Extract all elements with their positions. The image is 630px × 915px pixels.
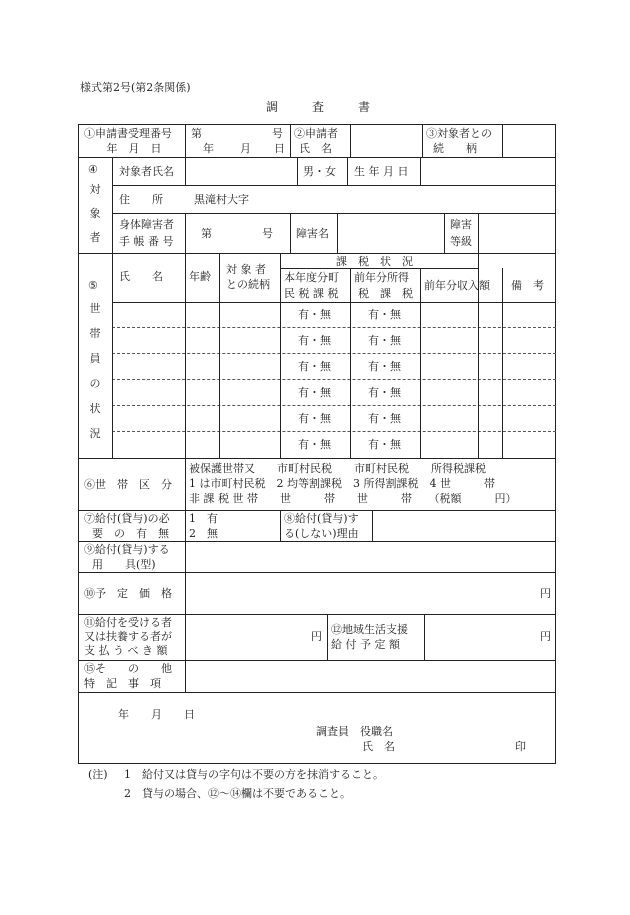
equipment-label-2: 用 具(型) bbox=[92, 558, 156, 571]
notes-prefix: (注) bbox=[88, 768, 108, 781]
vertical-char: 帯 bbox=[89, 327, 101, 340]
handbook-label: 身体障害者 bbox=[119, 218, 174, 231]
address-value: 黒滝村大字 bbox=[194, 193, 249, 206]
tax-current-toggle: 有・無 bbox=[298, 412, 331, 425]
vertical-char: 世 bbox=[89, 302, 101, 315]
col-divider bbox=[444, 213, 445, 253]
row-divider bbox=[78, 660, 556, 661]
support-amount-label: ⑫地域生活支援 bbox=[331, 623, 408, 636]
col-divider bbox=[502, 124, 503, 157]
vertical-char: 象 bbox=[89, 207, 101, 220]
document-title bbox=[266, 101, 370, 114]
household-category-line1: 被保護世帯又 市町村民税 市町村民税 所得税課税 bbox=[189, 462, 486, 475]
col-divider bbox=[350, 124, 351, 157]
address-label: 住 所 bbox=[119, 193, 163, 206]
section4-vertical-label bbox=[88, 178, 102, 250]
col-tax-prev-header-2: 税 課 税 bbox=[358, 287, 413, 300]
col-divider bbox=[502, 268, 503, 458]
col-tax-current-header-2: 民 税 課 税 bbox=[284, 287, 339, 300]
tax-prev-toggle: 有・無 bbox=[368, 360, 401, 373]
necessity-label-2: 要 の 有 無 bbox=[92, 527, 169, 540]
relation-label: ③対象者との bbox=[426, 127, 492, 140]
col-divider bbox=[290, 124, 291, 157]
birthdate-label: 生 年 月 日 bbox=[354, 165, 409, 178]
dashed-divider bbox=[112, 327, 556, 328]
tax-current-toggle: 有・無 bbox=[298, 438, 331, 451]
title-char: 書 bbox=[358, 100, 371, 114]
dashed-divider bbox=[112, 431, 556, 432]
tax-prev-toggle: 有・無 bbox=[368, 412, 401, 425]
col-name-header: 氏 名 bbox=[119, 270, 163, 283]
col-income-header: 前年分収入額 bbox=[424, 279, 490, 292]
reason-label: ⑧給付(貸与)す bbox=[284, 512, 359, 525]
col-divider bbox=[280, 510, 281, 541]
payment-label-3: 支 払 う べ き 額 bbox=[84, 644, 168, 657]
col-divider bbox=[185, 458, 186, 692]
row-divider bbox=[78, 692, 556, 693]
vertical-char: 者 bbox=[89, 231, 101, 244]
col-divider bbox=[112, 157, 113, 458]
col-divider bbox=[219, 253, 220, 458]
reason-label-2: る(しない)理由 bbox=[284, 527, 359, 540]
tax-current-toggle: 有・無 bbox=[298, 386, 331, 399]
tax-current-toggle: 有・無 bbox=[298, 360, 331, 373]
tax-prev-toggle: 有・無 bbox=[368, 438, 401, 451]
vertical-char: 員 bbox=[89, 352, 101, 365]
col-divider bbox=[478, 213, 479, 253]
number-suffix: 号 bbox=[272, 127, 283, 140]
household-category-label: ⑥世 帯 区 分 bbox=[84, 478, 172, 491]
applicant-name-label: 氏 名 bbox=[299, 142, 332, 155]
support-amount-label-2: 給 付 予 定 額 bbox=[331, 638, 400, 651]
number-prefix: 第 bbox=[191, 127, 202, 140]
row-divider bbox=[78, 458, 556, 459]
tax-prev-toggle: 有・無 bbox=[368, 308, 401, 321]
equipment-label: ⑨給付(貸与)する bbox=[84, 543, 170, 556]
receipt-number-label: ①申請書受理番号 bbox=[84, 127, 172, 140]
payment-label: ⑪給付を受ける者 bbox=[84, 616, 172, 629]
target-name-label: 対象者氏名 bbox=[119, 165, 174, 178]
col-relation-header: 対 象 者 bbox=[226, 263, 266, 276]
planned-price-yen: 円 bbox=[540, 587, 551, 600]
other-notes-label-2: 特 記 事 項 bbox=[84, 677, 161, 690]
date-day: 日 bbox=[274, 142, 285, 155]
handbook-prefix: 第 bbox=[201, 227, 212, 240]
col-divider bbox=[280, 253, 281, 458]
necessity-label: ⑦給付(貸与)の必 bbox=[84, 512, 170, 525]
signature-date: 年 月 日 bbox=[118, 708, 195, 721]
payment-yen: 円 bbox=[311, 630, 322, 643]
col-tax-current-header: 本年度分町 bbox=[284, 271, 339, 284]
col-age-header: 年齢 bbox=[189, 270, 211, 283]
col-divider bbox=[420, 268, 421, 458]
disability-grade-label-2: 等級 bbox=[450, 235, 472, 248]
row-divider bbox=[280, 268, 478, 269]
row-divider bbox=[78, 541, 556, 542]
support-amount-yen: 円 bbox=[540, 630, 551, 643]
household-category-line2: 1 は市町村民税 2 均等割課税 3 所得割課税 4 世 帯 bbox=[189, 477, 495, 490]
date-month: 月 bbox=[240, 142, 251, 155]
row-divider bbox=[78, 510, 556, 511]
section5-marker: ⑤ bbox=[88, 279, 98, 292]
necessity-option-yes: 1 有 bbox=[189, 512, 218, 525]
tax-prev-toggle: 有・無 bbox=[368, 334, 401, 347]
investigator-title: 調査員 役職名 bbox=[316, 725, 393, 738]
col-divider bbox=[422, 124, 423, 157]
title-char: 査 bbox=[312, 100, 325, 114]
col-remarks-header: 備 考 bbox=[511, 279, 544, 292]
form-label: 様式第2号(第2条関係) bbox=[80, 81, 191, 94]
title-char: 調 bbox=[266, 100, 279, 114]
tax-status-header: 課 税 状 況 bbox=[336, 255, 413, 268]
disability-grade-label: 障害 bbox=[450, 218, 472, 231]
handbook-suffix: 号 bbox=[262, 227, 273, 240]
col-divider bbox=[290, 213, 291, 253]
dashed-divider bbox=[112, 379, 556, 380]
section4-marker: ④ bbox=[88, 163, 98, 176]
col-divider bbox=[347, 157, 348, 185]
note-1: 1 給付又は貸与の字句は不要の方を抹消すること。 bbox=[124, 768, 384, 781]
household-category-line3: 非 課 税 世 帯 世 帯 世 帯 （税額 円） bbox=[189, 492, 517, 505]
payment-label-2: 又は扶養する者が bbox=[84, 630, 172, 643]
row-divider bbox=[112, 185, 556, 186]
col-divider bbox=[424, 614, 425, 660]
dashed-divider bbox=[112, 353, 556, 354]
col-divider bbox=[185, 253, 186, 458]
handbook-label-2: 手 帳 番 号 bbox=[119, 235, 174, 248]
row-divider bbox=[78, 157, 556, 158]
tax-prev-toggle: 有・無 bbox=[368, 386, 401, 399]
planned-price-label: ⑩予 定 価 格 bbox=[84, 587, 172, 600]
col-divider bbox=[420, 157, 421, 185]
date-year: 年 bbox=[203, 142, 214, 155]
col-tax-prev-header: 前年分所得 bbox=[354, 271, 409, 284]
vertical-char: 況 bbox=[89, 427, 101, 440]
tax-current-toggle: 有・無 bbox=[298, 334, 331, 347]
col-divider bbox=[327, 614, 328, 660]
tax-current-toggle: 有・無 bbox=[298, 308, 331, 321]
vertical-char: 状 bbox=[89, 402, 101, 415]
section5-vertical-label bbox=[88, 296, 102, 446]
row-divider bbox=[78, 572, 556, 573]
col-relation-header-2: との続柄 bbox=[226, 278, 270, 291]
disability-name-label: 障害名 bbox=[296, 227, 329, 240]
necessity-option-no: 2 無 bbox=[189, 527, 218, 540]
applicant-label: ②申請者 bbox=[294, 127, 338, 140]
vertical-char: の bbox=[89, 377, 101, 390]
row-divider bbox=[78, 253, 556, 254]
dashed-divider bbox=[112, 405, 556, 406]
col-divider bbox=[185, 157, 186, 185]
col-divider bbox=[350, 268, 351, 458]
sex-selector: 男・女 bbox=[303, 165, 336, 178]
row-divider bbox=[78, 614, 556, 615]
investigator-name: 氏 名 bbox=[362, 740, 395, 753]
vertical-char: 対 bbox=[89, 183, 101, 196]
col-divider bbox=[185, 124, 186, 157]
seal-mark: 印 bbox=[515, 740, 526, 753]
col-divider bbox=[185, 213, 186, 253]
relation-label-2: 続 柄 bbox=[433, 142, 477, 155]
row-divider bbox=[112, 213, 556, 214]
col-divider bbox=[372, 510, 373, 541]
col-divider bbox=[297, 157, 298, 185]
other-notes-label: ⑮そ の 他 bbox=[84, 662, 172, 675]
row-divider bbox=[112, 302, 556, 303]
receipt-date-label: 年 月 日 bbox=[106, 142, 162, 155]
note-2: 2 貸与の場合、⑫～⑭欄は不要であること。 bbox=[124, 787, 351, 800]
col-divider bbox=[337, 213, 338, 253]
